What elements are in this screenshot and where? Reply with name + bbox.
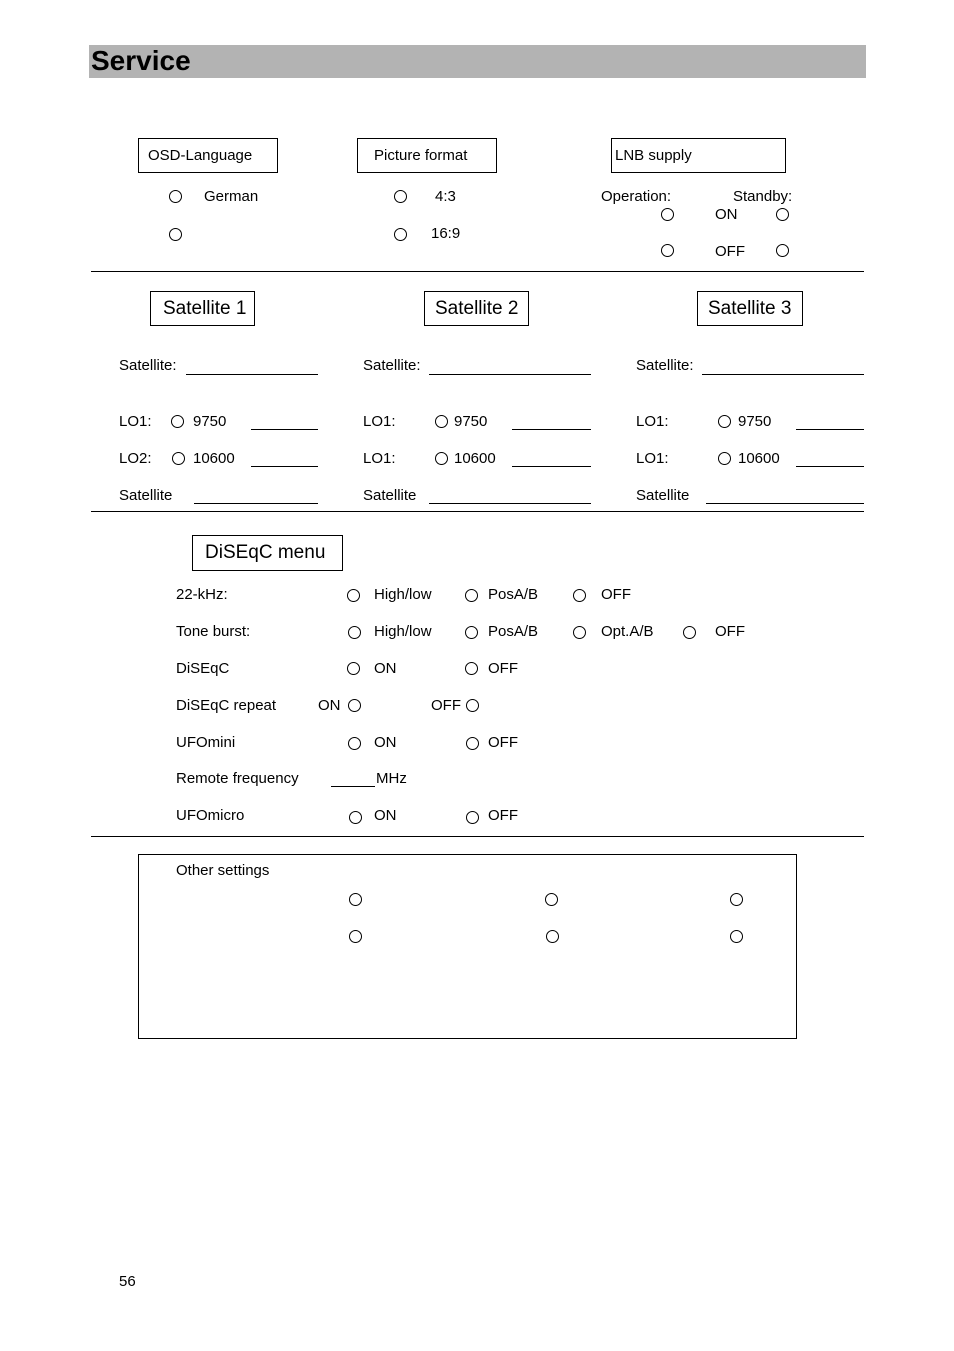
header-bar <box>89 45 866 78</box>
ufomini-off-label: OFF <box>488 734 518 751</box>
lnb-standby-off-radio[interactable] <box>776 244 789 257</box>
satellite-3-box <box>697 291 803 326</box>
ufomicro-off-label: OFF <box>488 807 518 824</box>
ufomicro-off-radio[interactable] <box>466 811 479 824</box>
satellite-1-lo2-radio[interactable] <box>172 452 185 465</box>
tone-highlow-radio[interactable] <box>348 626 361 639</box>
diseqc-repeat-label: DiSEqC repeat <box>176 697 277 714</box>
lnb-supply-title: LNB supply <box>615 147 692 164</box>
khz-off-label: OFF <box>601 586 631 603</box>
satellite-2-title: Satellite 2 <box>435 297 519 319</box>
khz-highlow-label: High/low <box>374 586 432 603</box>
satellite-3-lo2-value: 10600 <box>738 450 780 467</box>
osd-language-box <box>138 138 278 173</box>
other-option-radio[interactable] <box>546 930 559 943</box>
other-option-radio[interactable] <box>349 893 362 906</box>
khz-label: 22-kHz: <box>176 586 228 603</box>
satellite-3-bottom-label: Satellite <box>636 487 690 504</box>
satellite-1-bottom-label: Satellite <box>119 487 173 504</box>
remote-frequency-field[interactable] <box>331 786 375 787</box>
osd-german-label: German <box>204 188 259 205</box>
other-settings-box <box>138 854 797 1039</box>
picture-4-3-label: 4:3 <box>435 188 456 205</box>
khz-posab-label: PosA/B <box>488 586 539 603</box>
page-number: 56 <box>119 1273 136 1290</box>
satellite-2-lo1-radio[interactable] <box>435 415 448 428</box>
satellite-1-name-label: Satellite: <box>119 357 177 374</box>
satellite-3-name-field[interactable] <box>702 374 864 375</box>
lnb-operation-on-radio[interactable] <box>661 208 674 221</box>
divider <box>91 271 864 272</box>
satellite-1-lo2-value: 10600 <box>193 450 235 467</box>
khz-off-radio[interactable] <box>573 589 586 602</box>
satellite-2-bottom-label: Satellite <box>363 487 417 504</box>
ufomicro-label: UFOmicro <box>176 807 245 824</box>
satellite-2-lo1-value: 9750 <box>454 413 488 430</box>
lnb-supply-box <box>611 138 786 173</box>
lnb-operation-label: Operation: <box>601 188 672 205</box>
osd-german-radio[interactable] <box>169 190 182 203</box>
other-option-radio[interactable] <box>545 893 558 906</box>
satellite-3-lo1-radio[interactable] <box>718 415 731 428</box>
diseqc-off-radio[interactable] <box>465 662 478 675</box>
tone-off-radio[interactable] <box>683 626 696 639</box>
satellite-1-lo2-label: LO2: <box>119 450 152 467</box>
ufomicro-on-radio[interactable] <box>349 811 362 824</box>
satellite-2-name-field[interactable] <box>429 374 591 375</box>
tone-optab-radio[interactable] <box>573 626 586 639</box>
satellite-3-lo1-label: LO1: <box>636 413 669 430</box>
ufomini-label: UFOmini <box>176 734 236 751</box>
lnb-standby-label: Standby: <box>733 188 793 205</box>
diseqc-repeat-off-label: OFF <box>431 697 461 714</box>
satellite-1-box <box>150 291 255 326</box>
remote-frequency-label: Remote frequency <box>176 770 299 787</box>
osd-option2-radio[interactable] <box>169 228 182 241</box>
other-option-radio[interactable] <box>730 930 743 943</box>
lnb-operation-off-radio[interactable] <box>661 244 674 257</box>
satellite-2-bottom-field[interactable] <box>429 503 591 504</box>
tone-burst-label: Tone burst: <box>176 623 251 640</box>
diseqc-label: DiSEqC <box>176 660 230 677</box>
page-title: Service <box>91 45 191 76</box>
picture-4-3-radio[interactable] <box>394 190 407 203</box>
satellite-1-lo1-field[interactable] <box>251 429 318 430</box>
satellite-1-lo1-radio[interactable] <box>171 415 184 428</box>
diseqc-repeat-off-radio[interactable] <box>466 699 479 712</box>
picture-16-9-radio[interactable] <box>394 228 407 241</box>
tone-optab-label: Opt.A/B <box>601 623 654 640</box>
lnb-standby-on-radio[interactable] <box>776 208 789 221</box>
other-option-radio[interactable] <box>730 893 743 906</box>
satellite-1-lo1-value: 9750 <box>193 413 227 430</box>
satellite-3-lo2-label: LO1: <box>636 450 669 467</box>
diseqc-on-radio[interactable] <box>347 662 360 675</box>
diseqc-off-label: OFF <box>488 660 518 677</box>
picture-format-box <box>357 138 497 173</box>
satellite-3-lo2-radio[interactable] <box>718 452 731 465</box>
picture-format-title: Picture format <box>374 147 468 164</box>
diseqc-menu-box <box>192 535 343 571</box>
satellite-3-title: Satellite 3 <box>708 297 792 319</box>
tone-posab-radio[interactable] <box>465 626 478 639</box>
satellite-2-lo2-value: 10600 <box>454 450 496 467</box>
satellite-2-lo2-label: LO1: <box>363 450 396 467</box>
lnb-on-label: ON <box>715 206 738 223</box>
other-settings-title: Other settings <box>176 862 270 879</box>
satellite-3-lo2-field[interactable] <box>796 466 864 467</box>
diseqc-repeat-on-label: ON <box>318 697 341 714</box>
satellite-3-name-label: Satellite: <box>636 357 694 374</box>
ufomicro-on-label: ON <box>374 807 397 824</box>
satellite-3-bottom-field[interactable] <box>706 503 864 504</box>
ufomini-off-radio[interactable] <box>466 737 479 750</box>
satellite-2-lo2-radio[interactable] <box>435 452 448 465</box>
satellite-3-lo1-field[interactable] <box>796 429 864 430</box>
ufomini-on-label: ON <box>374 734 397 751</box>
divider <box>91 836 864 837</box>
tone-highlow-label: High/low <box>374 623 432 640</box>
satellite-1-name-field[interactable] <box>186 374 318 375</box>
satellite-1-bottom-field[interactable] <box>194 503 318 504</box>
satellite-2-box <box>424 291 529 326</box>
satellite-2-lo1-label: LO1: <box>363 413 396 430</box>
ufomini-on-radio[interactable] <box>348 737 361 750</box>
tone-off-label: OFF <box>715 623 745 640</box>
picture-16-9-label: 16:9 <box>431 225 461 242</box>
other-option-radio[interactable] <box>349 930 362 943</box>
diseqc-repeat-on-radio[interactable] <box>348 699 361 712</box>
tone-posab-label: PosA/B <box>488 623 539 640</box>
osd-language-title: OSD-Language <box>148 147 253 164</box>
khz-highlow-radio[interactable] <box>347 589 360 602</box>
khz-posab-radio[interactable] <box>465 589 478 602</box>
satellite-2-lo1-field[interactable] <box>512 429 591 430</box>
satellite-2-lo2-field[interactable] <box>512 466 591 467</box>
satellite-1-lo2-field[interactable] <box>251 466 318 467</box>
satellite-1-title: Satellite 1 <box>163 297 247 319</box>
lnb-off-label: OFF <box>715 243 745 260</box>
diseqc-on-label: ON <box>374 660 397 677</box>
diseqc-menu-title: DiSEqC menu <box>205 542 326 563</box>
satellite-1-lo1-label: LO1: <box>119 413 152 430</box>
divider <box>91 511 864 512</box>
satellite-3-lo1-value: 9750 <box>738 413 772 430</box>
remote-frequency-unit: MHz <box>376 770 407 787</box>
satellite-2-name-label: Satellite: <box>363 357 421 374</box>
